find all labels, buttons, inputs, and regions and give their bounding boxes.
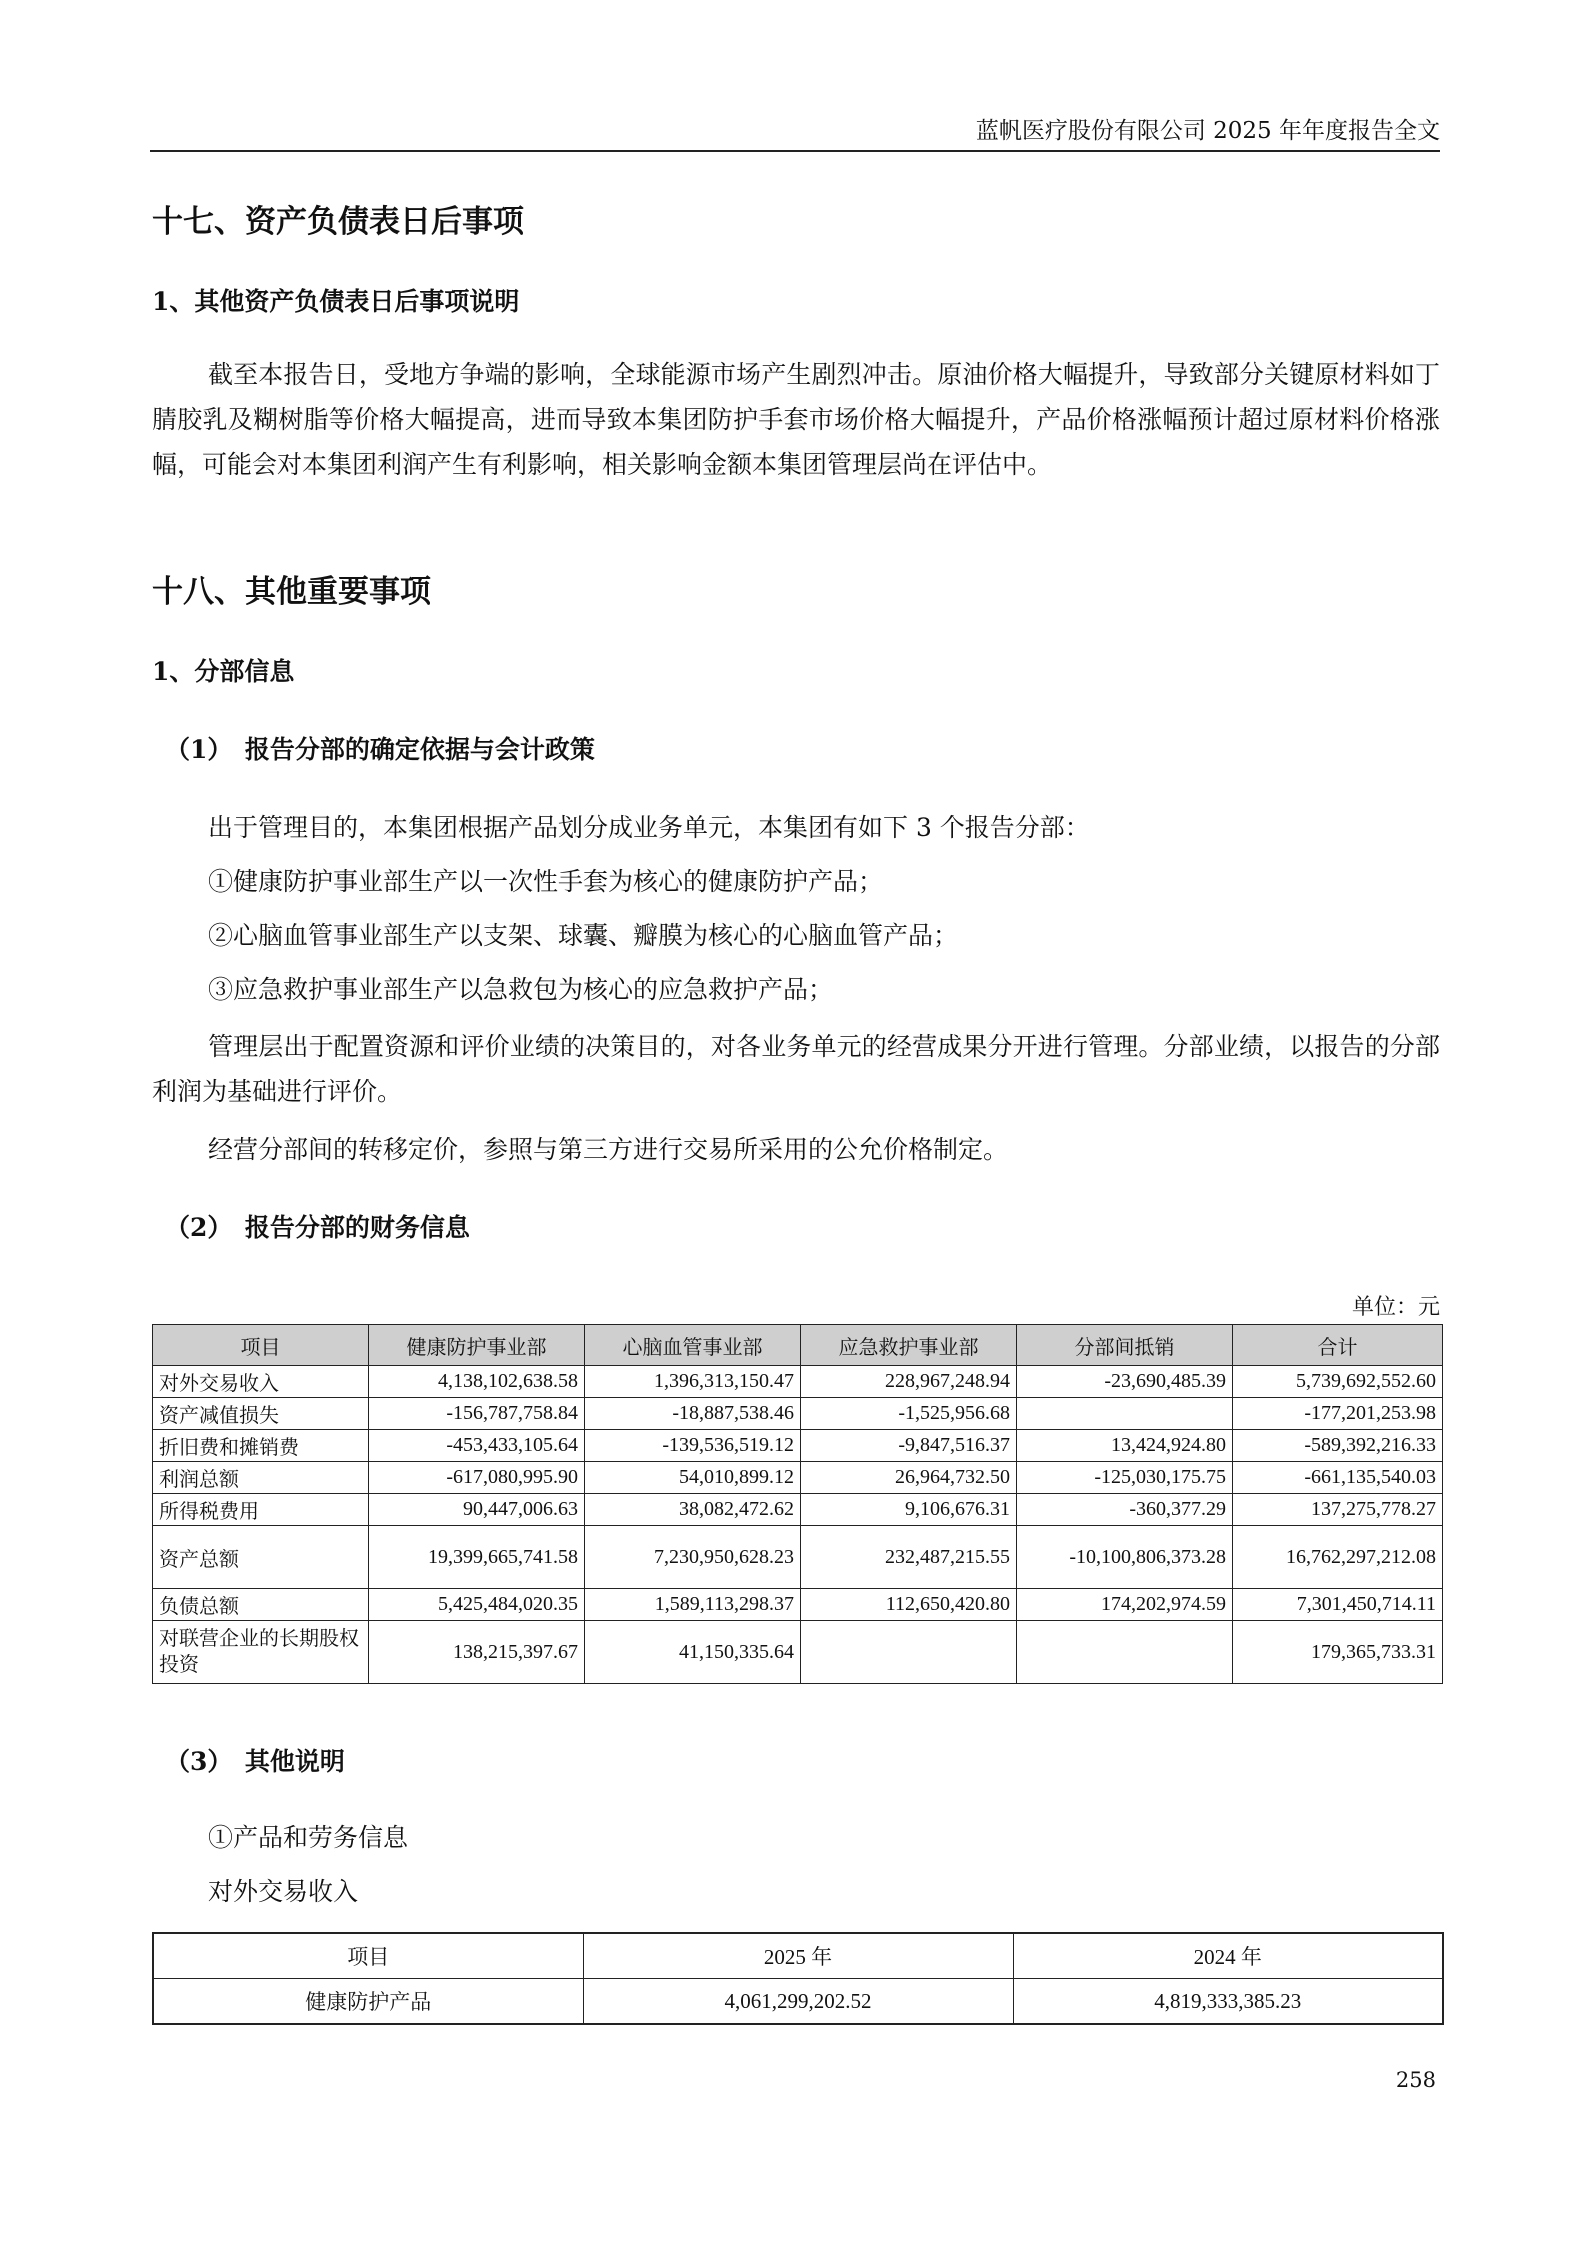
product-revenue-table [152,1932,1444,2025]
segment-intro-text: 出于管理目的，本集团根据产品划分成业务单元，本集团有如下 3 个报告分部： [208,813,1090,842]
table-cell [801,1621,1017,1684]
table-cell: 9,106,676.31 [801,1494,1017,1526]
section-17-paragraph: 截至本报告日，受地方争端的影响，全球能源市场产生剧烈冲击。原油价格大幅提升，导致部分关键原材料如丁腈胶乳及糊树脂等价格大幅提高，进而导致本集团防护手套市场价格大幅提升，产品价格涨幅预计超过原材料价格涨幅，可能会对本集团利润产生有利影响，相关影响金额本集团管理层尚在评估中。 [152,360,1440,479]
row-label: 所得税费用 [153,1494,369,1526]
table-cell: -23,690,485.39 [1017,1366,1233,1398]
segment-item-1: ①健康防护事业部生产以一次性手套为核心的健康防护产品； [208,867,884,896]
header-rule [150,150,1440,152]
segment-info-heading: 1、分部信息 [152,657,295,686]
table-cell: 137,275,778.27 [1233,1494,1443,1526]
product-table-caption: 对外交易收入 [208,1877,359,1906]
table-cell: 19,399,665,741.58 [369,1526,585,1589]
row-label: 对联营企业的长期股权投资 [153,1621,369,1684]
segment-financial-table [152,1324,1443,1684]
segment-financials-heading: （2） 报告分部的财务信息 [165,1213,470,1242]
row-label: 资产减值损失 [153,1398,369,1430]
table-cell: 228,967,248.94 [801,1366,1017,1398]
table-row [153,1589,1443,1621]
other-notes-heading: （3） 其他说明 [165,1747,345,1776]
table-header-row [153,1933,1443,1979]
table-cell: -589,392,216.33 [1233,1430,1443,1462]
table-cell: 7,230,950,628.23 [585,1526,801,1589]
table-cell: 5,425,484,020.35 [369,1589,585,1621]
table-row [153,1366,1443,1398]
table-cell [1017,1398,1233,1430]
table-header-cell: 应急救护事业部 [801,1325,1017,1366]
row-label: 折旧费和摊销费 [153,1430,369,1462]
row-label: 对外交易收入 [153,1366,369,1398]
table-cell: -1,525,956.68 [801,1398,1017,1430]
table-header-cell: 心脑血管事业部 [585,1325,801,1366]
table-cell: -617,080,995.90 [369,1462,585,1494]
row-label: 资产总额 [153,1526,369,1589]
table-cell: -139,536,519.12 [585,1430,801,1462]
table-cell: 13,424,924.80 [1017,1430,1233,1462]
table-cell: 4,138,102,638.58 [369,1366,585,1398]
table-cell: -156,787,758.84 [369,1398,585,1430]
table-cell: 5,739,692,552.60 [1233,1366,1443,1398]
table-cell: -360,377.29 [1017,1494,1233,1526]
management-paragraph: 管理层出于配置资源和评价业绩的决策目的，对各业务单元的经营成果分开进行管理。分部业绩，以报告的分部利润为基础进行评价。 [152,1032,1440,1106]
running-header: 蓝帆医疗股份有限公司 2025 年年度报告全文 [975,118,1440,144]
table-row [153,1398,1443,1430]
row-label: 健康防护产品 [153,1979,583,2025]
table-row [153,1979,1443,2025]
table-header-cell: 合计 [1233,1325,1443,1366]
table-cell: 112,650,420.80 [801,1589,1017,1621]
table-header-cell: 项目 [153,1933,583,1979]
segment-item-2: ②心脑血管事业部生产以支架、球囊、瓣膜为核心的心脑血管产品； [208,921,959,950]
table-cell: 4,061,299,202.52 [583,1979,1013,2025]
table-row [153,1526,1443,1589]
table-header-row [153,1325,1443,1366]
table-row [153,1430,1443,1462]
table-cell: 41,150,335.64 [585,1621,801,1684]
table-row [153,1494,1443,1526]
table-cell: 38,082,472.62 [585,1494,801,1526]
table-cell: -453,433,105.64 [369,1430,585,1462]
table-cell: 26,964,732.50 [801,1462,1017,1494]
table-cell: 179,365,733.31 [1233,1621,1443,1684]
segment-item-3: ③应急救护事业部生产以急救包为核心的应急救护产品； [208,975,834,1004]
table-cell: 1,396,313,150.47 [585,1366,801,1398]
table-cell: 1,589,113,298.37 [585,1589,801,1621]
section-17-title: 十七、资产负债表日后事项 [152,204,524,240]
table-header-cell: 健康防护事业部 [369,1325,585,1366]
table-cell: 138,215,397.67 [369,1621,585,1684]
section-17-subheading: 1、其他资产负债表日后事项说明 [152,287,520,316]
table-cell: 90,447,006.63 [369,1494,585,1526]
table-cell: 7,301,450,714.11 [1233,1589,1443,1621]
row-label: 负债总额 [153,1589,369,1621]
table-cell: 4,819,333,385.23 [1013,1979,1443,2025]
table-cell: 174,202,974.59 [1017,1589,1233,1621]
table-row [153,1462,1443,1494]
segment-basis-heading: （1） 报告分部的确定依据与会计政策 [165,735,595,764]
unit-label: 单位：元 [1351,1295,1440,1320]
transfer-pricing-text: 经营分部间的转移定价，参照与第三方进行交易所采用的公允价格制定。 [208,1135,1009,1164]
table-cell: 54,010,899.12 [585,1462,801,1494]
table-row [153,1621,1443,1684]
table-cell: -9,847,516.37 [801,1430,1017,1462]
table-cell: -18,887,538.46 [585,1398,801,1430]
table-header-cell: 2025 年 [583,1933,1013,1979]
table-cell [1017,1621,1233,1684]
table-header-cell: 项目 [153,1325,369,1366]
table-cell: -661,135,540.03 [1233,1462,1443,1494]
table-header-cell: 分部间抵销 [1017,1325,1233,1366]
table-header-cell: 2024 年 [1013,1933,1443,1979]
product-service-heading: ①产品和劳务信息 [208,1823,409,1852]
table-cell: -177,201,253.98 [1233,1398,1443,1430]
section-18-title: 十八、其他重要事项 [152,574,431,610]
table-cell: -10,100,806,373.28 [1017,1526,1233,1589]
page-number: 258 [1395,2068,1436,2092]
table-cell: -125,030,175.75 [1017,1462,1233,1494]
table-cell: 16,762,297,212.08 [1233,1526,1443,1589]
table-cell: 232,487,215.55 [801,1526,1017,1589]
row-label: 利润总额 [153,1462,369,1494]
